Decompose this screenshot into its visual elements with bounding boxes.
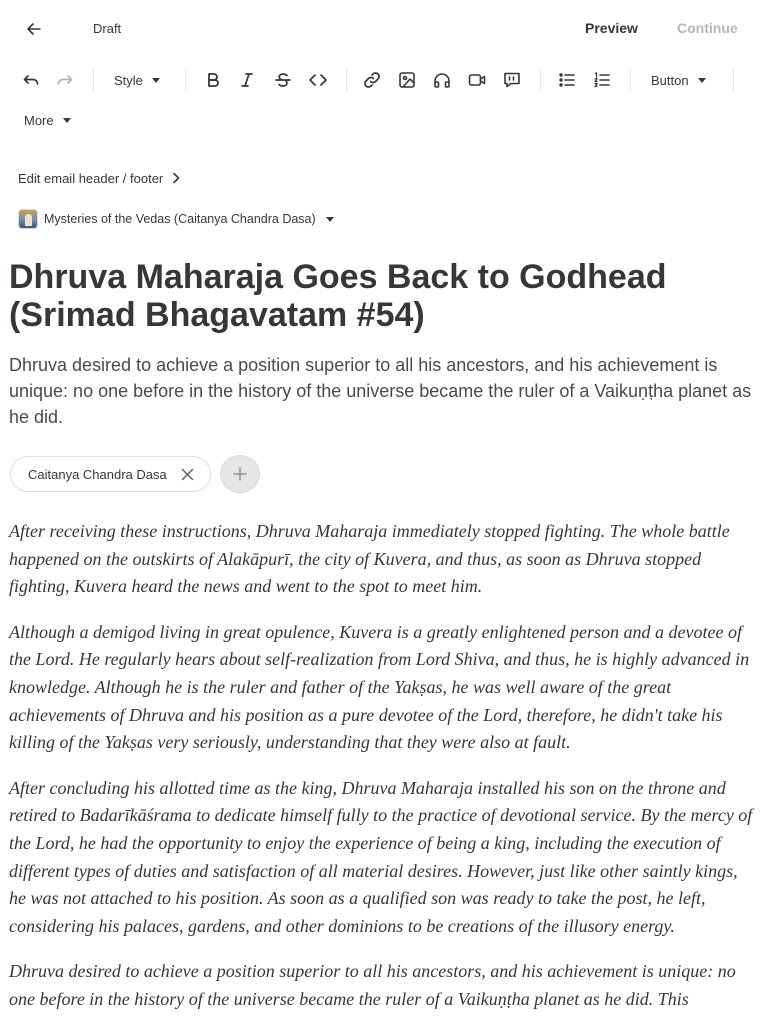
quote-button[interactable] [497, 62, 527, 98]
audio-button[interactable] [427, 62, 457, 98]
body-paragraph: Although a demigod living in great opulence, Kuvera is a greatly enlightened person and a devotee of the Lord. He regularly hears about self-realization from Lord Shiva, and thus, he is highly advanced in knowledge. Although he is the ruler and father of the Yakṣas, he was well aware of the great achievements of Dhruva and his position as a pure devotee of the Lord, therefore, he didn't take his killing of the Yakṣas very seriously, understanding that they were also at fault. [9, 621, 750, 753]
publication-logo [18, 209, 38, 229]
image-icon [397, 70, 417, 90]
numbered-list-icon [592, 70, 612, 90]
editor-topbar [0, 0, 768, 58]
video-icon [467, 70, 487, 90]
redo-icon [55, 70, 75, 90]
image-button[interactable] [392, 62, 422, 98]
author-chip [10, 456, 211, 492]
strikethrough-icon [273, 70, 293, 90]
edit-header-footer-label: Edit email header / footer [18, 170, 164, 186]
more-dropdown-label: More [24, 112, 54, 128]
arrow-left-icon [26, 21, 42, 37]
close-icon [181, 468, 194, 481]
formatting-toolbar [0, 62, 768, 100]
caret-down-icon [698, 78, 706, 83]
toolbar-divider [630, 69, 631, 91]
undo-button[interactable] [16, 62, 46, 98]
toolbar-divider [185, 69, 186, 91]
publication-name: Mysteries of the Vedas (Caitanya Chandra Dasa) [44, 212, 316, 226]
toolbar-divider [540, 69, 541, 91]
numbered-list-button[interactable] [587, 62, 617, 98]
caret-down-icon [326, 217, 334, 222]
toolbar-divider [93, 69, 94, 91]
code-button[interactable] [303, 62, 333, 98]
style-dropdown[interactable] [114, 62, 160, 98]
caret-down-icon [152, 78, 160, 83]
body-paragraph: After concluding his allotted time as the king, Dhruva Maharaja installed his son on the throne and retired to Badarīkāśrama to dedicate himself fully to the practice of devotional service. By the mercy of the Lord, he had the opportunity to enjoy the experience of being a king, including the execution of different types of duties and satisfaction of all material desires. However, just like other saintly kings, he was not attached to his position. As soon as a qualified son was ready to take the post, he left, considering his palaces, gardens, and other dominions to be creations of the illusory energy. [9, 777, 753, 936]
remove-author-button[interactable] [180, 466, 196, 482]
quote-icon [502, 70, 522, 90]
bold-button[interactable] [198, 62, 228, 98]
edit-header-footer-link[interactable] [18, 168, 181, 188]
style-dropdown-label: Style [114, 72, 143, 88]
plus-icon [233, 467, 247, 481]
draft-status: Draft [93, 21, 122, 36]
code-icon [308, 70, 328, 90]
toolbar-divider [733, 69, 734, 91]
preview-button[interactable]: Preview [585, 20, 638, 36]
add-author-button[interactable] [220, 455, 260, 493]
italic-icon [237, 70, 257, 90]
caret-down-icon [63, 118, 71, 123]
back-button[interactable] [20, 15, 48, 43]
italic-button[interactable] [232, 62, 262, 98]
headphones-icon [432, 70, 452, 90]
button-dropdown-label: Button [651, 72, 689, 88]
undo-icon [21, 70, 41, 90]
publication-selector[interactable] [18, 208, 334, 230]
author-name: Caitanya Chandra Dasa [28, 466, 167, 482]
more-dropdown[interactable] [24, 110, 71, 130]
post-title[interactable]: Dhruva Maharaja Goes Back to Godhead (Srimad Bhagavatam #54) [9, 258, 667, 334]
post-body[interactable] [9, 518, 759, 1024]
toolbar-divider [346, 69, 347, 91]
redo-button[interactable] [50, 62, 80, 98]
bullet-list-icon [557, 70, 577, 90]
bullet-list-button[interactable] [552, 62, 582, 98]
button-dropdown[interactable] [651, 62, 706, 98]
body-paragraph: Dhruva desired to achieve a position superior to all his ancestors, and his achievement is unique: no one before in the history of the universe became the ruler of a Vaikuṇṭha planet as he did. This [9, 961, 736, 1009]
strikethrough-button[interactable] [268, 62, 298, 98]
post-subtitle[interactable]: Dhruva desired to achieve a position superior to all his ancestors, and his achievement is unique: no one before in the history of the universe became the ruler of a Vaikuṇṭha planet as he did. [9, 355, 752, 427]
link-icon [362, 70, 382, 90]
video-button[interactable] [462, 62, 492, 98]
bold-icon [203, 70, 223, 90]
chevron-right-icon [171, 172, 181, 184]
link-button[interactable] [357, 62, 387, 98]
continue-button[interactable]: Continue [677, 20, 738, 36]
body-paragraph: After receiving these instructions, Dhruva Maharaja immediately stopped fighting. The whole battle happened on the outskirts of Alakāpurī, the city of Kuvera, and thus, as soon as Dhruva stopped fighting, Kuvera heard the news and went to the spot to meet him. [9, 521, 730, 597]
